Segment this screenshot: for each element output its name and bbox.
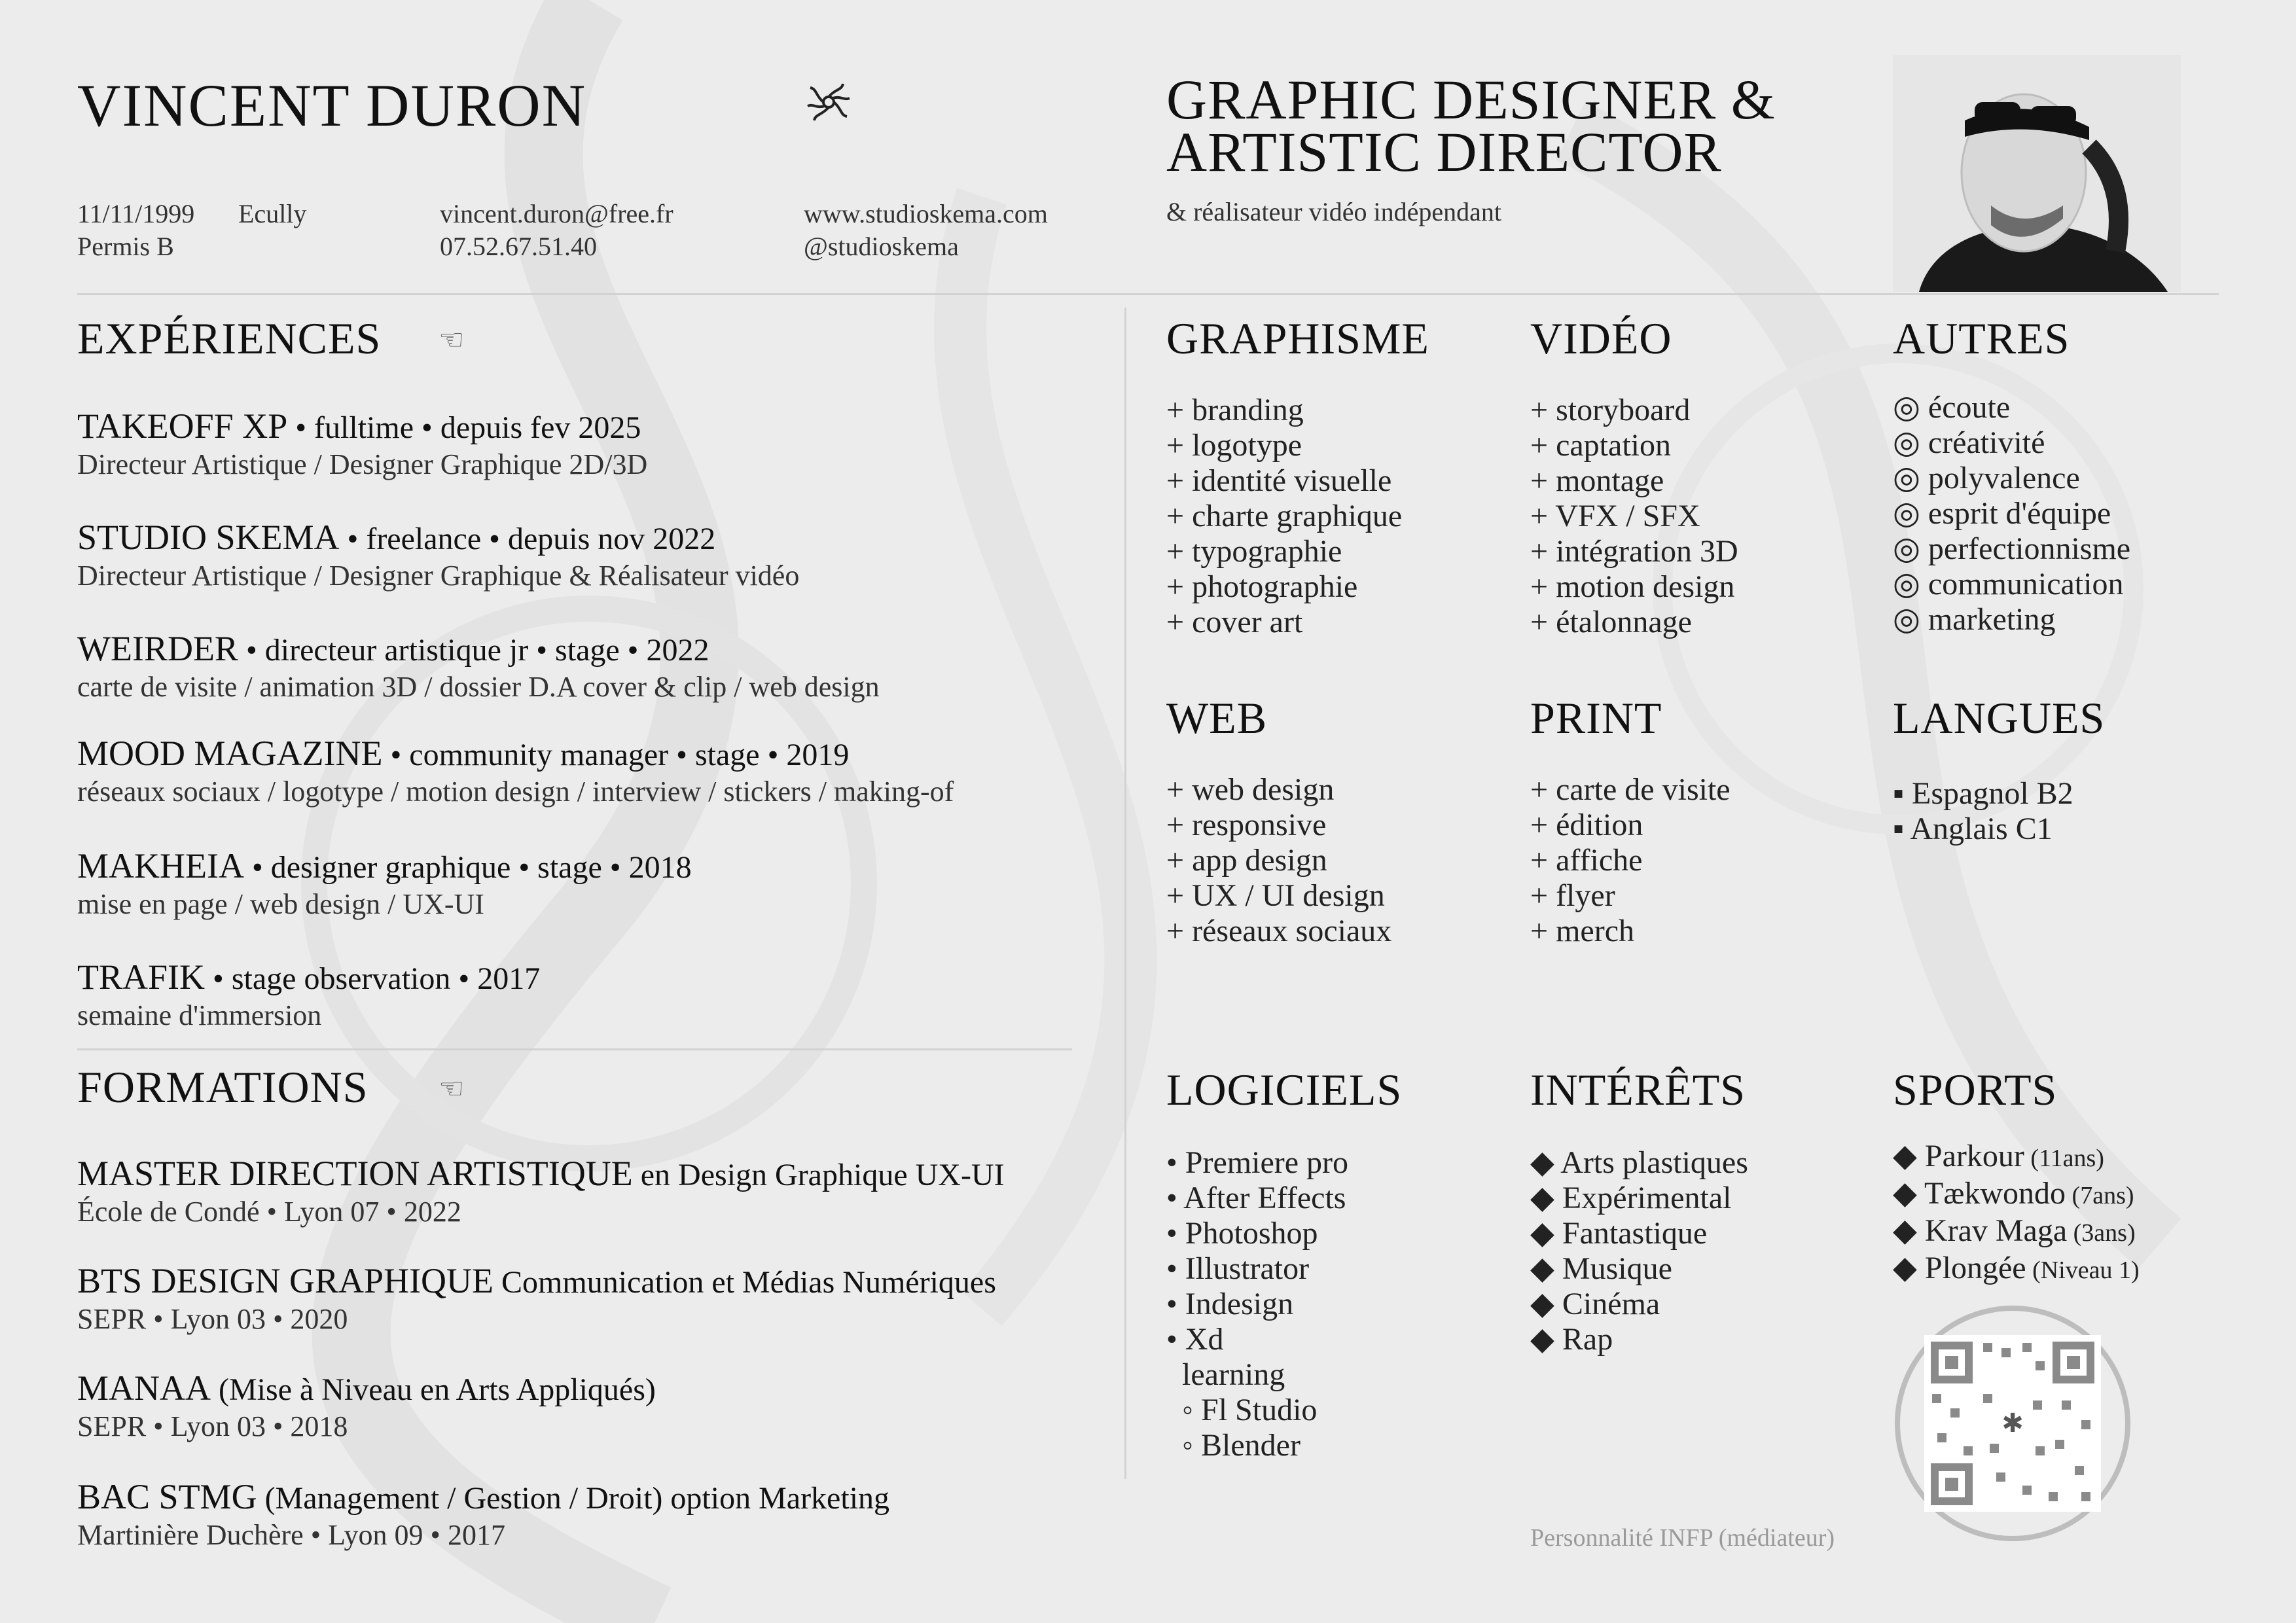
list-item: ▪ Anglais C1	[1893, 812, 2053, 846]
list-item: ◆ Musique	[1530, 1251, 1672, 1286]
list-item: + captation	[1530, 428, 1671, 463]
swirl-sun-icon	[802, 76, 855, 128]
langues-heading: LANGUES	[1893, 693, 2106, 743]
list-item: • Indesign	[1166, 1287, 1294, 1321]
list-item: + réseaux sociaux	[1166, 914, 1392, 948]
qr-code[interactable]	[1892, 1302, 2134, 1544]
sports-heading: SPORTS	[1893, 1065, 2058, 1115]
experience-details: • community manager • stage • 2019	[382, 738, 850, 772]
formation-degree: MASTER DIRECTION ARTISTIQUE	[77, 1154, 633, 1193]
experience-role: Directeur Artistique / Designer Graphique & Réalisateur vidéo	[77, 560, 800, 592]
list-item: ◎ écoute	[1893, 390, 2011, 425]
header-divider	[77, 293, 2219, 295]
list-item: + cover art	[1166, 605, 1303, 639]
formation-item	[77, 1476, 1098, 1552]
experience-item	[77, 517, 1098, 592]
autres-heading: AUTRES	[1893, 313, 2070, 363]
list-item: ◆ Fantastique	[1530, 1216, 1708, 1251]
formation-degree: BAC STMG	[77, 1477, 257, 1516]
experience-item	[77, 406, 1098, 481]
interets-list	[1530, 1145, 1748, 1357]
experience-role: réseaux sociaux / logotype / motion design / interview / stickers / making-of	[77, 776, 954, 808]
list-item: + VFX / SFX	[1530, 499, 1700, 533]
sport-duration: (11ans)	[2024, 1145, 2104, 1172]
formation-degree: MANAA	[77, 1368, 211, 1408]
formation-details: (Management / Gestion / Droit) option Marketing	[257, 1481, 890, 1516]
experience-details: • stage observation • 2017	[205, 961, 541, 996]
experience-role: mise en page / web design / UX-UI	[77, 888, 484, 920]
experiences-heading: EXPÉRIENCES	[77, 313, 382, 363]
logiciels-heading: LOGICIELS	[1166, 1065, 1403, 1115]
experience-details: • freelance • depuis nov 2022	[339, 522, 716, 556]
job-subtitle: & réalisateur vidéo indépendant	[1166, 197, 1502, 226]
social-handle[interactable]: @studioskema	[804, 232, 959, 261]
web-list	[1166, 772, 1391, 949]
graphisme-heading: GRAPHISME	[1166, 313, 1429, 363]
list-item: ◎ esprit d'équipe	[1893, 496, 2111, 531]
video-heading: VIDÉO	[1530, 313, 1672, 363]
list-item: + storyboard	[1530, 393, 1691, 427]
sports-list	[1893, 1139, 2140, 1288]
list-item: + typographie	[1166, 534, 1342, 569]
phone-number[interactable]: 07.52.67.51.40	[440, 232, 597, 261]
list-item: + édition	[1530, 808, 1643, 842]
list-item: ◎ marketing	[1893, 602, 2056, 637]
sport-name: ◆ Parkour	[1893, 1139, 2024, 1173]
list-item: • Photoshop	[1166, 1216, 1318, 1251]
print-heading: PRINT	[1530, 693, 1662, 743]
web-heading: WEB	[1166, 693, 1268, 743]
list-item: + motion design	[1530, 569, 1735, 604]
experience-role: carte de visite / animation 3D / dossier D.A cover & clip / web design	[77, 671, 880, 703]
autres-list	[1893, 390, 2130, 637]
formation-details: (Mise à Niveau en Arts Appliqués)	[211, 1372, 656, 1407]
experience-details: • fulltime • depuis fev 2025	[287, 410, 641, 445]
experience-item	[77, 846, 1098, 921]
list-item: ◎ polyvalence	[1893, 461, 2080, 495]
experience-role: semaine d'immersion	[77, 999, 322, 1031]
interets-heading: INTÉRÊTS	[1530, 1065, 1746, 1115]
list-item: + montage	[1530, 463, 1664, 498]
list-item: ◦ Fl Studio	[1182, 1393, 1318, 1427]
profile-photo	[1893, 55, 2181, 292]
list-item: ◦ Blender	[1182, 1428, 1300, 1463]
sport-name: ◆ Plongée	[1893, 1251, 2026, 1285]
job-title-line-2: ARTISTIC DIRECTOR	[1166, 120, 1722, 183]
experience-item	[77, 628, 1098, 704]
formation-item	[77, 1153, 1098, 1228]
section-divider	[77, 1048, 1072, 1050]
logo	[802, 76, 855, 131]
sport-duration: (3ans)	[2067, 1219, 2136, 1247]
experience-details: • directeur artistique jr • stage • 2022	[238, 633, 709, 668]
list-item: + étalonnage	[1530, 605, 1692, 639]
formation-school: École de Condé • Lyon 07 • 2022	[77, 1196, 461, 1228]
list-item: + intégration 3D	[1530, 534, 1738, 569]
list-item	[1893, 1251, 2140, 1288]
logiciels-list	[1166, 1145, 1348, 1463]
list-item: ◎ créativité	[1893, 425, 2045, 460]
list-item: + app design	[1166, 843, 1327, 878]
birth-date: 11/11/1999	[77, 199, 195, 228]
print-list	[1530, 772, 1731, 949]
list-item: + branding	[1166, 393, 1304, 427]
experience-item	[77, 957, 1098, 1032]
list-item: • Premiere pro	[1166, 1145, 1349, 1180]
video-list	[1530, 393, 1738, 640]
list-item: + merch	[1530, 914, 1634, 948]
list-item: + charte graphique	[1166, 499, 1403, 533]
experience-company: TRAFIK	[77, 957, 206, 997]
list-item: + UX / UI design	[1166, 878, 1385, 913]
column-divider	[1124, 308, 1126, 1479]
experience-company: MAKHEIA	[77, 846, 244, 885]
job-title-line-1: GRAPHIC DESIGNER &	[1166, 68, 1776, 131]
list-item: + flyer	[1530, 878, 1615, 913]
qr-code-icon	[1892, 1302, 2134, 1544]
formations-heading: FORMATIONS	[77, 1062, 368, 1112]
list-item: + logotype	[1166, 428, 1302, 463]
experience-item	[77, 733, 1098, 808]
langues-list	[1893, 776, 2073, 847]
list-item: + web design	[1166, 772, 1335, 807]
formation-school: SEPR • Lyon 03 • 2018	[77, 1410, 348, 1442]
experience-company: TAKEOFF XP	[77, 406, 288, 446]
experience-role: Directeur Artistique / Designer Graphique 2D/3D	[77, 448, 648, 480]
website-link[interactable]: www.studioskema.com	[804, 199, 1048, 228]
list-item: ◎ perfectionnisme	[1893, 531, 2131, 566]
experience-company: MOOD MAGAZINE	[77, 734, 383, 773]
list-item: + affiche	[1530, 843, 1643, 878]
formation-details: en Design Graphique UX-UI	[632, 1158, 1005, 1192]
personality-note: Personnalité INFP (médiateur)	[1530, 1524, 1835, 1552]
sport-duration: (Niveau 1)	[2026, 1257, 2140, 1284]
list-item: • Xd	[1166, 1322, 1224, 1357]
sport-name: ◆ Tækwondo	[1893, 1176, 2066, 1211]
list-item: ▪ Espagnol B2	[1893, 776, 2073, 811]
email-link[interactable]: vincent.duron@free.fr	[440, 199, 673, 228]
list-item	[1893, 1139, 2140, 1176]
formation-school: Martinière Duchère • Lyon 09 • 2017	[77, 1519, 505, 1551]
svg-text:✱: ✱	[2001, 1408, 2024, 1438]
experience-company: STUDIO SKEMA	[77, 518, 340, 557]
pointing-hand-icon: ☜	[439, 1072, 465, 1105]
experience-company: WEIRDER	[77, 629, 238, 668]
list-item: ◎ communication	[1893, 567, 2124, 601]
graphisme-list	[1166, 393, 1402, 640]
experience-details: • designer graphique • stage • 2018	[243, 850, 692, 885]
person-name: VINCENT DURON	[77, 72, 587, 139]
list-item: + responsive	[1166, 808, 1327, 842]
list-item: + photographie	[1166, 569, 1358, 604]
list-item: ◆ Cinéma	[1530, 1287, 1660, 1321]
list-item: learning	[1182, 1357, 1285, 1392]
formation-school: SEPR • Lyon 03 • 2020	[77, 1303, 348, 1335]
list-item: ◆ Arts plastiques	[1530, 1145, 1748, 1180]
formation-details: Communication et Médias Numériques	[493, 1265, 996, 1300]
pointing-hand-icon: ☜	[439, 323, 465, 357]
formation-item	[77, 1260, 1098, 1336]
sport-name: ◆ Krav Maga	[1893, 1213, 2068, 1248]
list-item: ◆ Expérimental	[1530, 1181, 1732, 1215]
list-item: • Illustrator	[1166, 1251, 1310, 1286]
job-title	[1166, 68, 1776, 183]
list-item: + identité visuelle	[1166, 463, 1392, 498]
formation-degree: BTS DESIGN GRAPHIQUE	[77, 1261, 494, 1300]
list-item: • After Effects	[1166, 1181, 1346, 1215]
list-item	[1893, 1213, 2140, 1251]
list-item: ◆ Rap	[1530, 1322, 1613, 1357]
sport-duration: (7ans)	[2066, 1182, 2134, 1209]
city: Ecully	[238, 199, 307, 228]
driving-license: Permis B	[77, 232, 174, 261]
list-item: + carte de visite	[1530, 772, 1731, 807]
formation-item	[77, 1368, 1098, 1443]
list-item	[1893, 1176, 2140, 1213]
